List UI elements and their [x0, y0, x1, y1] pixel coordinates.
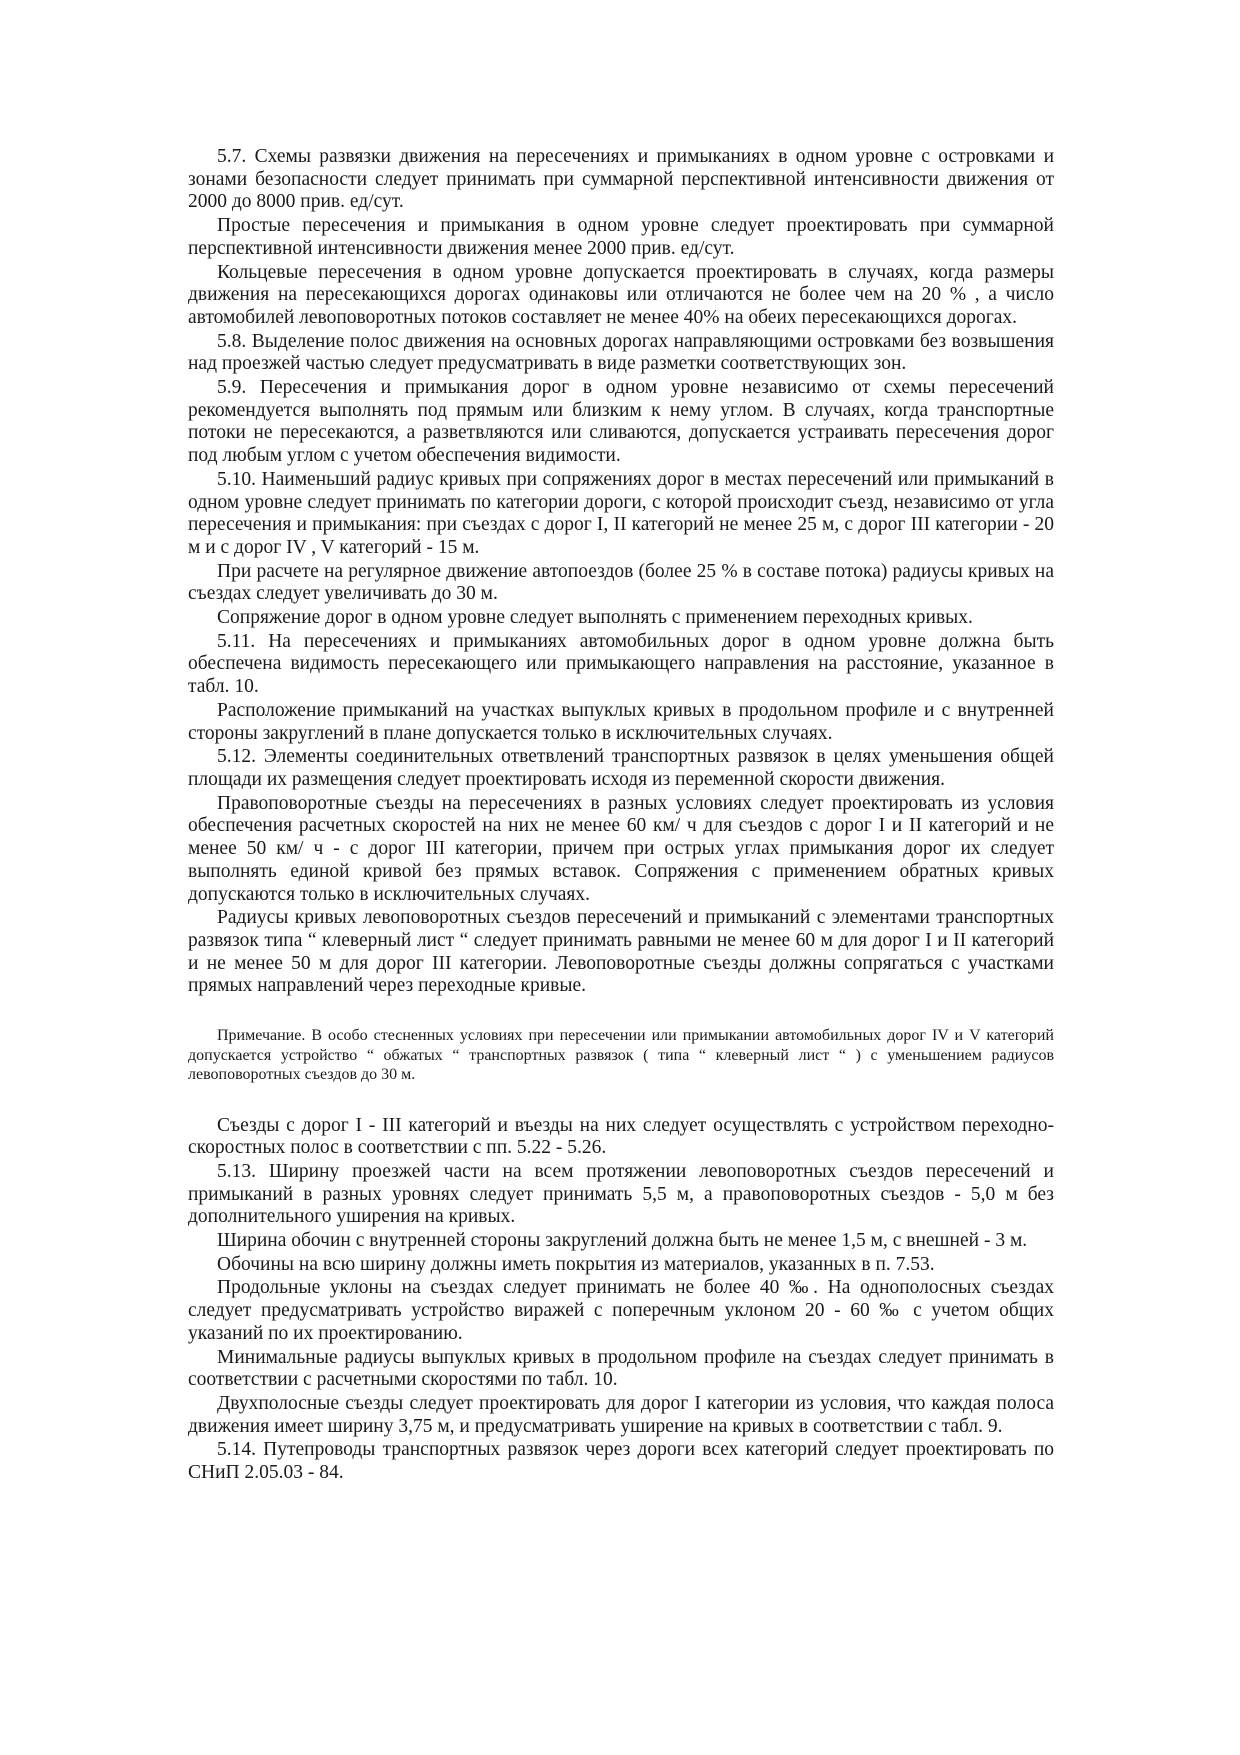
note: Примечание. В особо стесненных условиях при пересечении или примыкании автомобильных дорог IV и V категорий допускается устройство “ обжатых “ транспортных развязок ( типа “ клеверный лист “ ) с уменьшением радиусов левоповоротных съездов до 30 м. [188, 1027, 1054, 1084]
paragraph: 5.7. Схемы развязки движения на пересечениях и примыканиях в одном уровне с островками и зонами безопасности следует принимать при суммарной перспективной интенсивности движения от 2000 до 8000 прив. ед/сут. [188, 146, 1054, 213]
paragraph: При расчете на регулярное движение автопоездов (более 25 % в составе потока) радиусы кривых на съездах следует увеличивать до 30 м. [188, 560, 1054, 605]
paragraph: Радиусы кривых левоповоротных съездов пересечений и примыканий с элементами транспортных развязок типа “ клеверный лист “ следует принимать равными не менее 60 м для дорог I и II категорий и не менее 50 м для дорог III категории. Левоповоротные съезды должны сопрягаться с участками прямых направлений через переходные кривые. [188, 907, 1054, 997]
paragraph: Продольные уклоны на съездах следует принимать не более 40 ‰. На однополосных съездах следует предусматривать устройство виражей с поперечным уклоном 20 - 60 ‰ с учетом общих указаний по их проектированию. [188, 1277, 1054, 1344]
paragraph: 5.8. Выделение полос движения на основных дорогах направляющими островками без возвышения над проезжей частью следует предусматривать в виде разметки соответствующих зон. [188, 330, 1054, 375]
paragraph: Кольцевые пересечения в одном уровне допускается проектировать в случаях, когда размеры движения на пересекающихся дорогах одинаковы или отличаются не более чем на 20 % , а число автомобилей левоповоротных потоков составляет не менее 40% на обеих пересекающихся дорогах. [188, 261, 1054, 328]
paragraph: Двухполосные съезды следует проектировать для дорог I категории из условия, что каждая полоса движения имеет ширину 3,75 м, и предусматривать уширение на кривых в соответствии с табл. 9. [188, 1392, 1054, 1437]
paragraph: 5.12. Элементы соединительных ответвлений транспортных развязок в целях уменьшения общей площади их размещения следует проектировать исходя из переменной скорости движения. [188, 746, 1054, 790]
paragraph: Минимальные радиусы выпуклых кривых в продольном профиле на съездах следует принимать в соответствии с расчетными скоростями по табл. 10. [188, 1346, 1054, 1391]
document-page [188, 146, 1054, 1486]
paragraph: Сопряжение дорог в одном уровне следует выполнять с применением переходных кривых. [217, 607, 973, 629]
paragraph: Ширина обочин с внутренней стороны закруглений должна быть не менее 1,5 м, с внешней - 3 м. [217, 1230, 1028, 1252]
paragraph: 5.14. Путепроводы транспортных развязок через дороги всех категорий следует проектировать по СНиП 2.05.03 - 84. [188, 1439, 1054, 1484]
paragraph: Съезды с дорог I - III категорий и въезды на них следует осуществлять с устройством переходно-скоростных полос в соответствии с пп. 5.22 - 5.26. [188, 1114, 1054, 1159]
paragraph: 5.10. Наименьший радиус кривых при сопряжениях дорог в местах пересечений или примыканий в одном уровне следует принимать по категории дороги, с которой происходит съезд, независимо от угла пересечения и примыкания: при съездах с дорог I, II категорий не менее 25 м, с дорог III категории - 20 м и с дорог IV , V категорий - 15 м. [188, 468, 1054, 558]
paragraph: 5.11. На пересечениях и примыканиях автомобильных дорог в одном уровне должна быть обеспечена видимость пересекающего или примыкающего направления на расстояние, указанное в табл. 10. [188, 630, 1054, 698]
paragraph: 5.13. Ширину проезжей части на всем протяжении левоповоротных съездов пересечений и примыканий в разных уровнях следует принимать 5,5 м, а правоповоротных съездов - 5,0 м без дополнительного уширения на кривых. [188, 1160, 1054, 1228]
paragraph: Простые пересечения и примыкания в одном уровне следует проектировать при суммарной перспективной интенсивности движения менее 2000 прив. ед/сут. [188, 215, 1054, 259]
paragraph: Правоповоротные съезды на пересечениях в разных условиях следует проектировать из условия обеспечения расчетных скоростей на них не менее 60 км/ ч для съездов с дорог I и II категорий и не менее 50 км/ ч - с дорог III категории, причем при острых углах примыкания дорог их следует выполнять единой кривой без прямых вставок. Сопряжения с применением обратных кривых допускаются только в исключительных случаях. [188, 792, 1054, 905]
paragraph: Обочины на всю ширину должны иметь покрытия из материалов, указанных в п. 7.53. [217, 1253, 935, 1275]
paragraph: 5.9. Пересечения и примыкания дорог в одном уровне независимо от схемы пересечений рекомендуется выполнять под прямым или близким к нему углом. В случаях, когда транспортные потоки не пересекаются, а разветвляются или сливаются, допускается устраивать пересечения дорог под любым углом с учетом обеспечения видимости. [188, 377, 1054, 467]
paragraph: Расположение примыканий на участках выпуклых кривых в продольном профиле и с внутренней стороны закруглений в плане допускается только в исключительных случаях. [188, 699, 1054, 744]
